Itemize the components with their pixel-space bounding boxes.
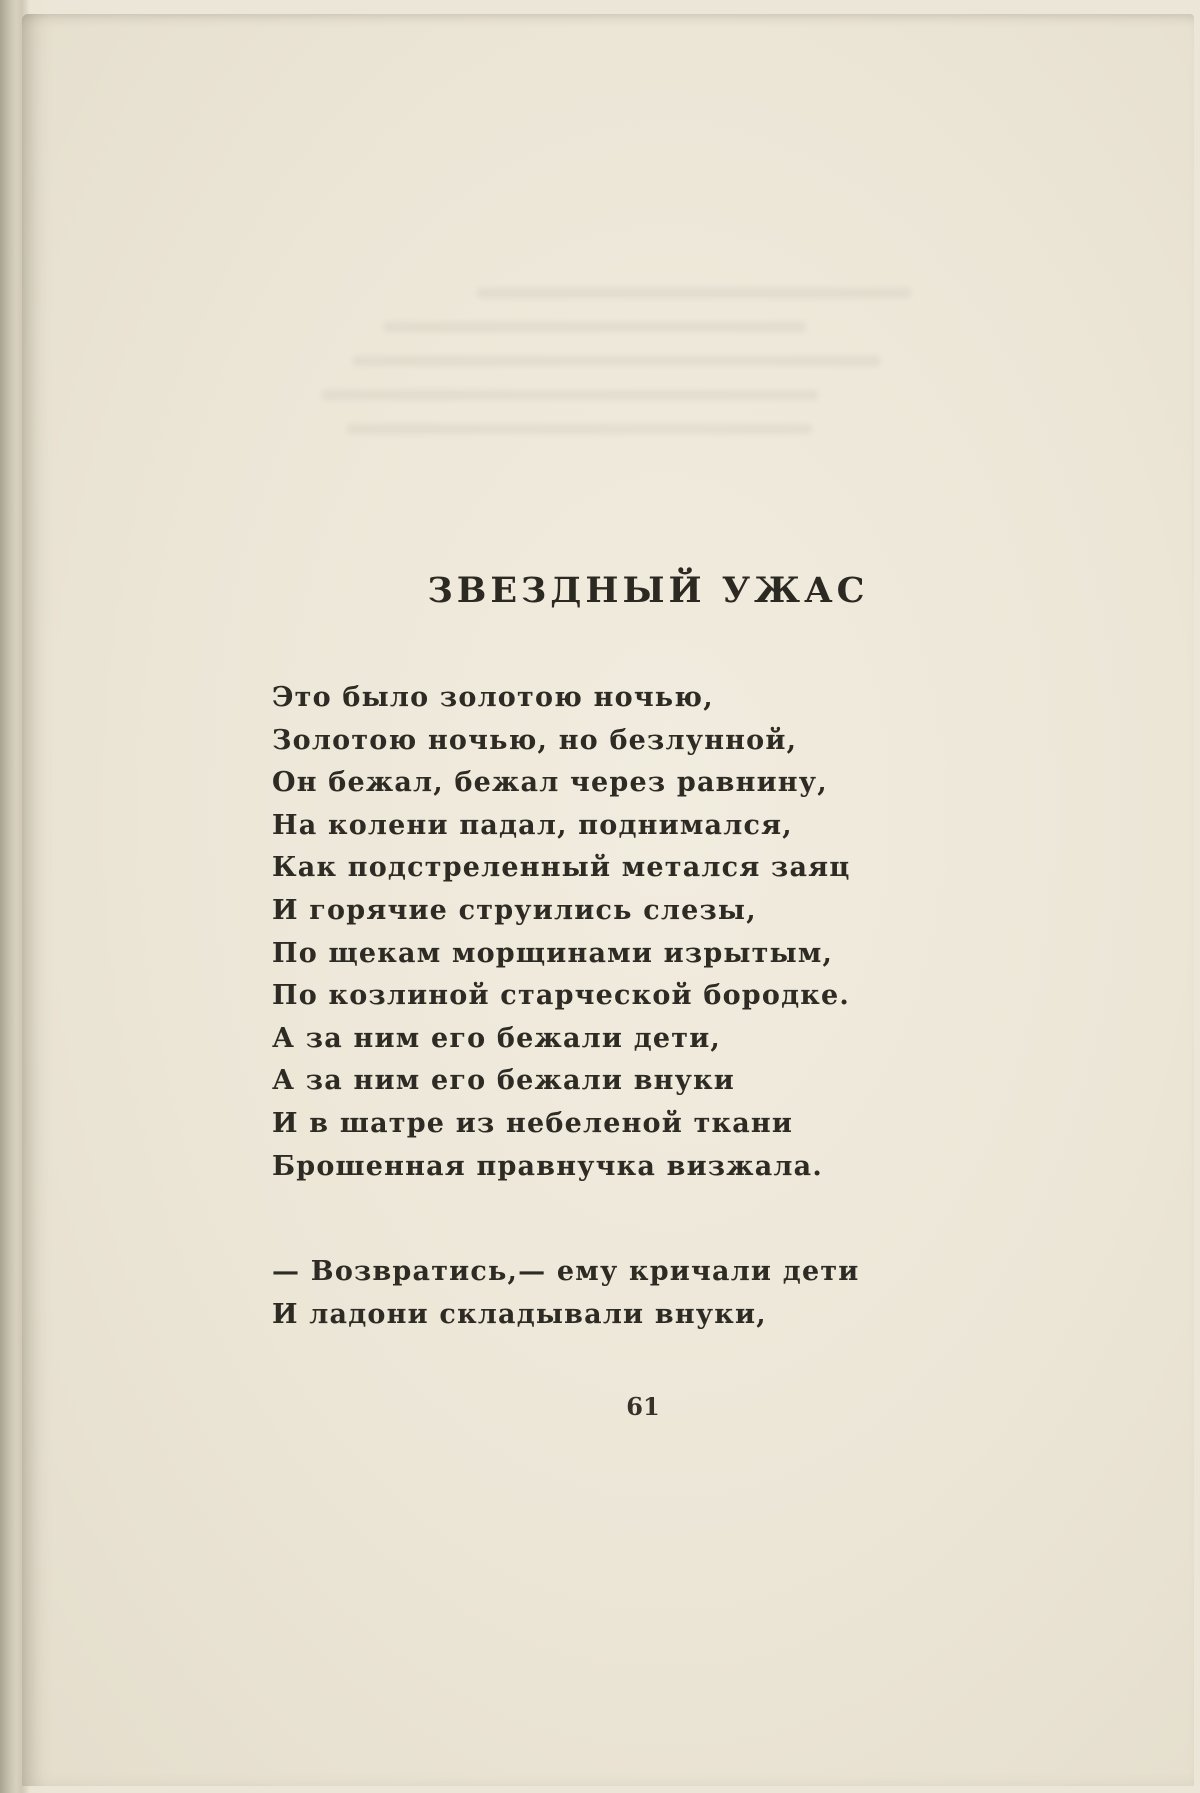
poem-line: Золотою ночью, но безлунной, bbox=[272, 724, 798, 756]
poem-line: На колени падал, поднимался, bbox=[272, 809, 793, 841]
poem-stanza-2 bbox=[272, 1251, 859, 1336]
poem-line: И ладони складывали внуки, bbox=[272, 1298, 767, 1330]
poem-stanza-1 bbox=[272, 677, 850, 1188]
poem-line: По козлиной старческой бородке. bbox=[272, 980, 850, 1012]
poem-line: А за ним его бежали внуки bbox=[272, 1065, 736, 1097]
poem-line: Как подстреленный метался заяц bbox=[272, 852, 851, 884]
poem-line: По щекам морщинами изрытым, bbox=[272, 937, 834, 969]
book-page bbox=[22, 14, 1194, 1786]
poem-line: — Возвратись,— ему кричали дети bbox=[272, 1256, 860, 1287]
show-through-text bbox=[322, 264, 942, 504]
poem-line: Это было золотою ночью, bbox=[272, 682, 714, 713]
poem-line: И в шатре из небеленой ткани bbox=[272, 1107, 794, 1139]
poem-title: ЗВЕЗДНЫЙ УЖАС bbox=[427, 570, 869, 611]
poem-line: И горячие струились слезы, bbox=[272, 894, 757, 926]
poem-line: Брошенная правнучка визжала. bbox=[272, 1150, 823, 1182]
page-number: 61 bbox=[626, 1392, 660, 1421]
poem-line: Он бежал, бежал через равнину, bbox=[272, 767, 828, 799]
poem-line: А за ним его бежали дети, bbox=[272, 1022, 722, 1054]
